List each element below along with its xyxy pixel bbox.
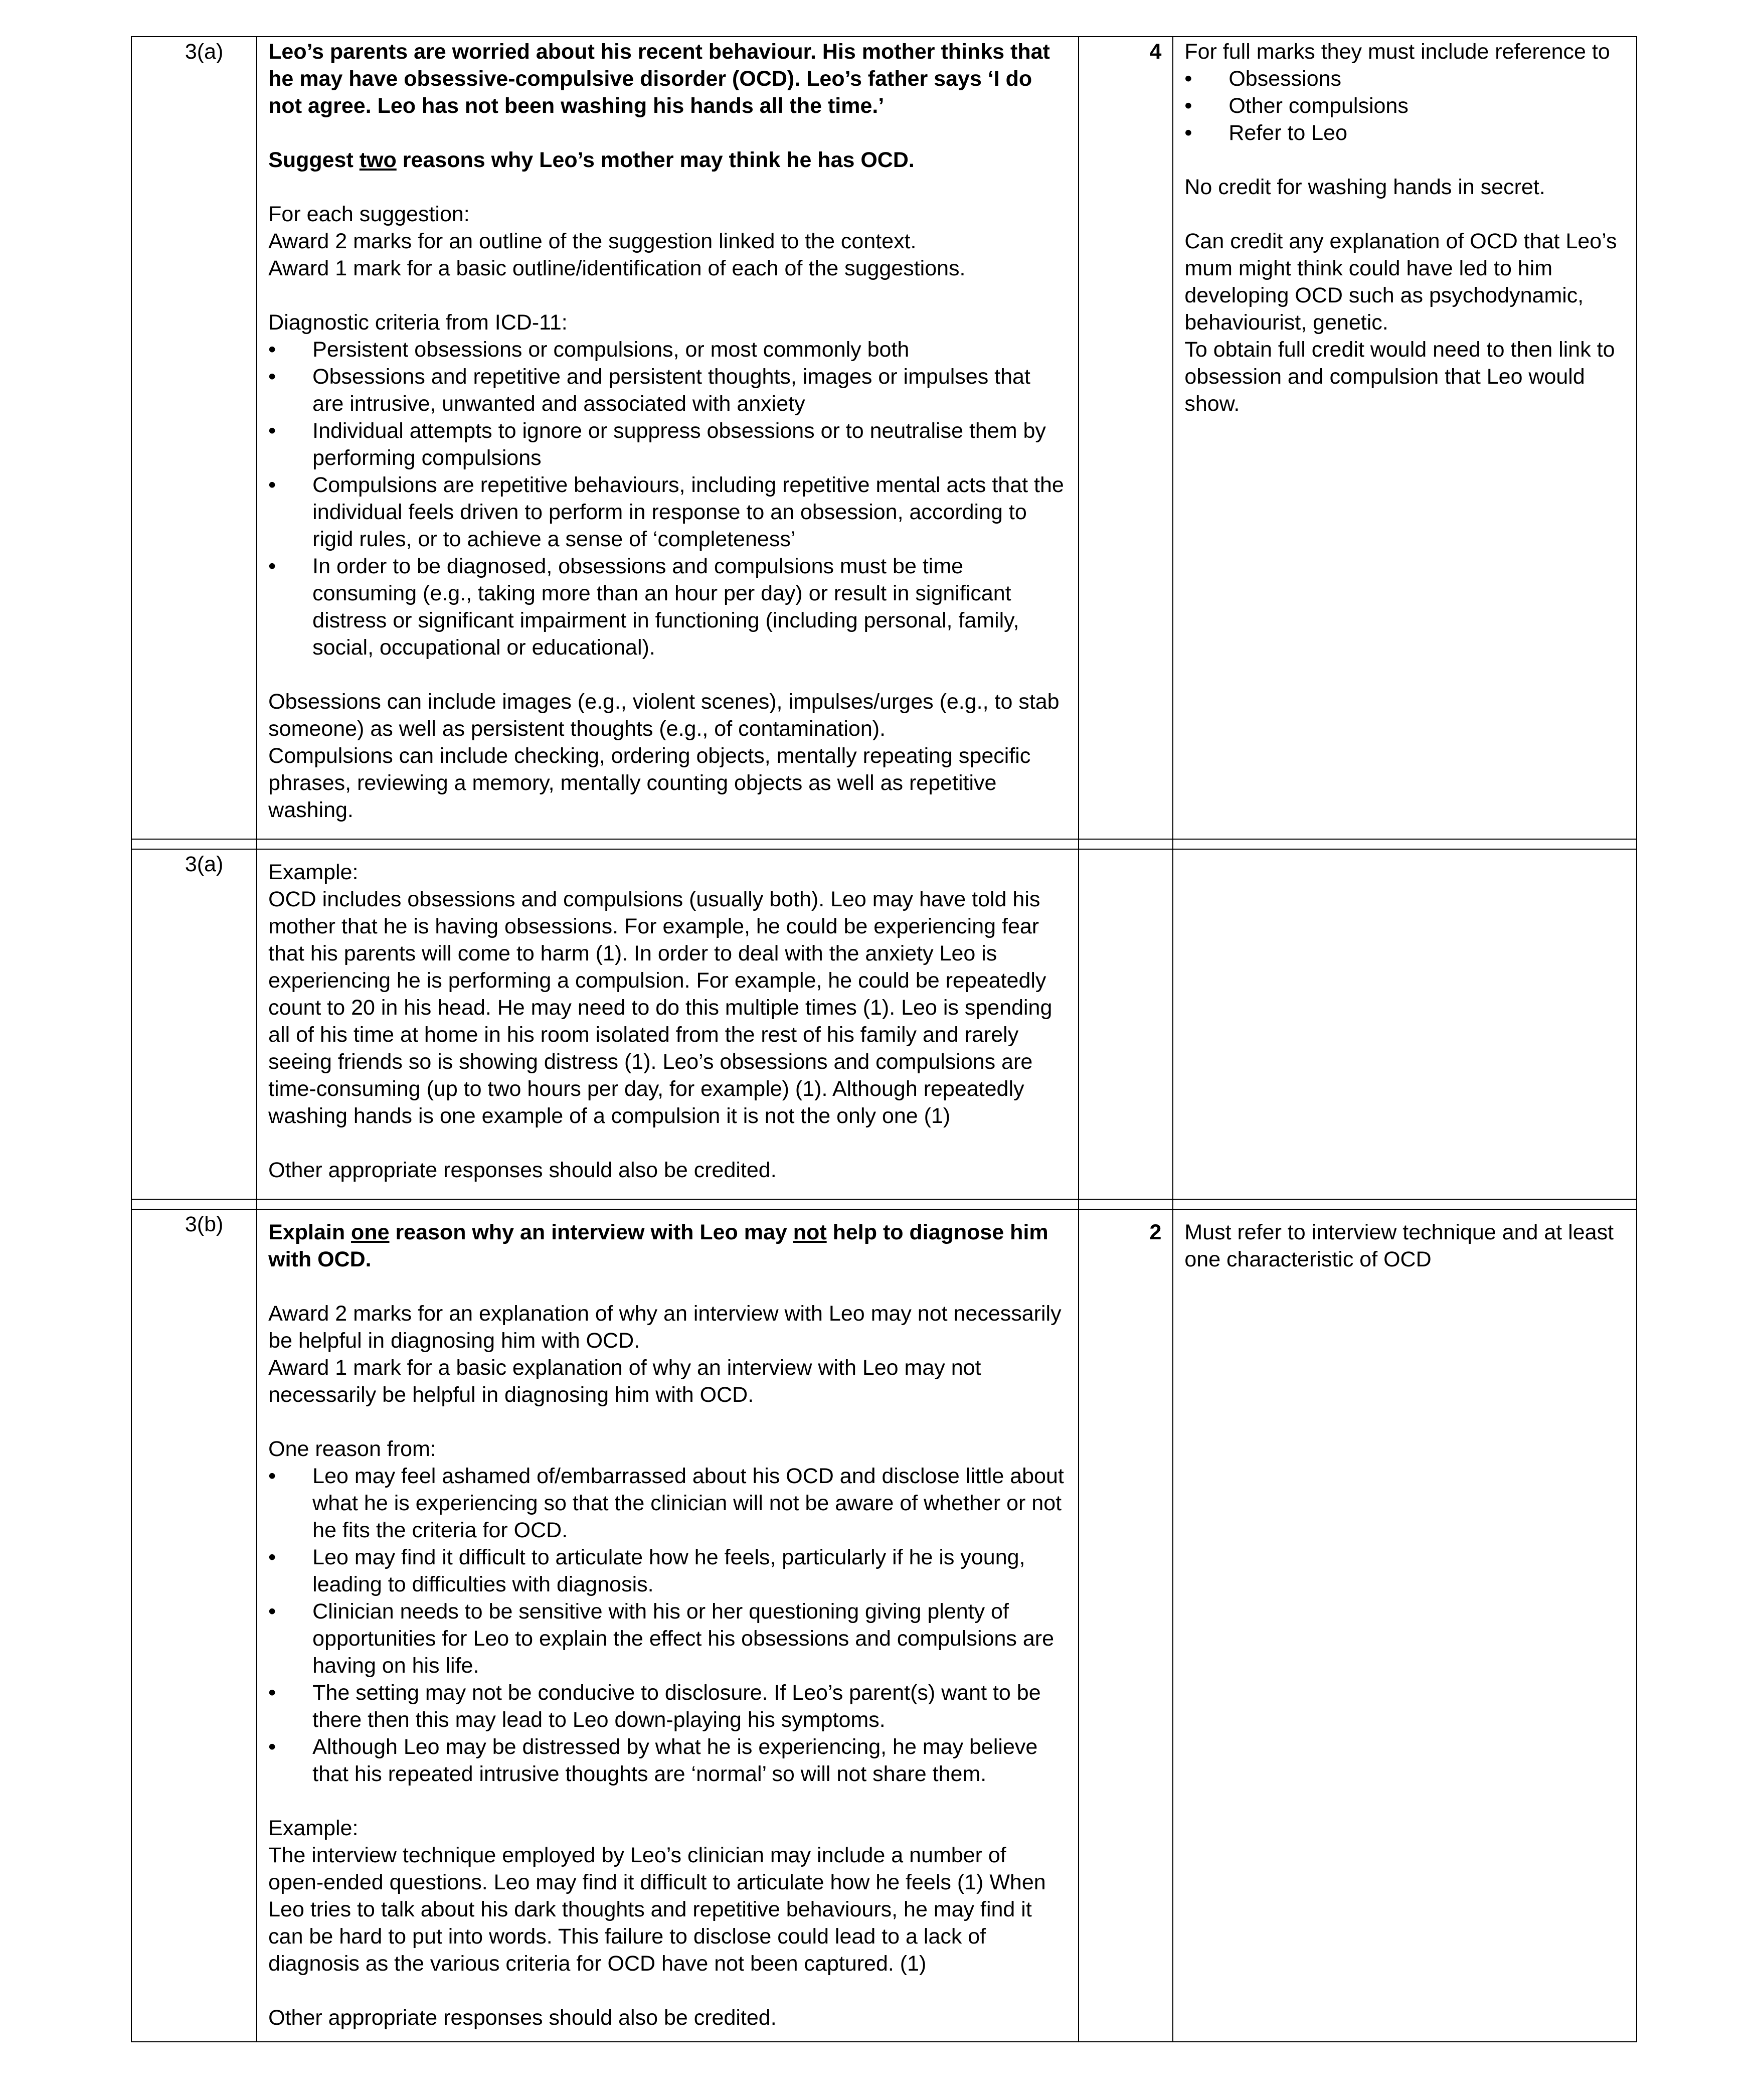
marks-cell — [1079, 849, 1173, 1199]
list-item: • Clinician needs to be sensitive with his or her questioning giving plenty of opportunities for Leo to explain the effect his obsessions and compulsions are having on his life. — [268, 1598, 1067, 1679]
marks-cell — [1079, 37, 1173, 839]
row-separator — [131, 1199, 1637, 1209]
marks-cell — [1079, 1209, 1173, 2042]
guidance-cell — [1173, 1209, 1637, 2042]
question-number-cell — [131, 849, 257, 1199]
criteria-list — [268, 336, 1067, 661]
question-number-cell — [131, 37, 257, 839]
guidance-text: No credit for washing hands in secret. — [1184, 175, 1545, 199]
guidance-cell — [1173, 849, 1637, 1199]
award-line: Award 2 marks for an outline of the suggestion linked to the context. — [268, 229, 917, 253]
question-task: Suggest two reasons why Leo’s mother may think he has OCD. — [268, 148, 915, 172]
guidance-cell — [1173, 37, 1637, 839]
closing-text: Obsessions can include images (e.g., violent scenes), impulses/urges (e.g., to stab someone) as well as persistent thoughts (e.g., of contamination). — [268, 690, 1060, 741]
list-item: • Other compulsions — [1184, 92, 1625, 119]
award-line: Award 2 marks for an explanation of why an interview with Leo may not necessarily be helpful in diagnosing him with OCD. — [268, 1302, 1062, 1353]
table-row — [131, 849, 1637, 1199]
question-number-cell — [131, 1209, 257, 2042]
answer-cell — [257, 1209, 1079, 2042]
reasons-list — [268, 1463, 1067, 1788]
award-intro: For each suggestion: — [268, 202, 470, 226]
mark-scheme-table — [131, 36, 1637, 2042]
list-item: • Although Leo may be distressed by what he is experiencing, he may believe that his repeated intrusive thoughts are ‘normal’ so will not share them. — [268, 1733, 1067, 1788]
answer-cell — [257, 849, 1079, 1199]
guidance-text: Must refer to interview technique and at least one characteristic of OCD — [1184, 1220, 1614, 1271]
guidance-text: To obtain full credit would need to then link to obsession and compulsion that Leo would show. — [1184, 338, 1615, 416]
award-line: Award 1 mark for a basic outline/identification of each of the suggestions. — [268, 256, 966, 280]
example-label: Example: — [268, 1816, 359, 1840]
list-item: • Leo may feel ashamed of/embarrassed about his OCD and disclose little about what he is experiencing so that the clinician will not be aware of whether or not he fits the criteria for OCD. — [268, 1463, 1067, 1544]
example-text: The interview technique employed by Leo’s clinician may include a number of open-ended questions. Leo may find it difficult to articulate how he feels (1) When Leo tries to talk about his dark thoughts and repetitive behaviours, he may find it can be hard to put into words. This failure to disclose could lead to a lack of diagnosis as the various criteria for OCD have not been captured. (1) — [268, 1843, 1046, 1976]
mark-scheme-page — [131, 36, 1637, 2042]
example-text: OCD includes obsessions and compulsions (usually both). Leo may have told his mother that he is having obsessions. For example, he could be experiencing fear that his parents will come to harm (1). In order to deal with the anxiety Leo is experiencing he is performing a compulsion. For example, he could be repeatedly count to 20 in his head. He may need to do this multiple times (1). Leo is spending all of his time at home in his room isolated from the rest of his family and rarely seeing friends so is showing distress (1). Leo’s obsessions and compulsions are time-consuming (up to two hours per day, for example) (1). Although repeatedly washing hands is one example of a compulsion it is not the only one (1) — [268, 887, 1052, 1128]
question-stem: Explain one reason why an interview with Leo may not help to diagnose him with OCD. — [268, 1220, 1048, 1271]
question-number: 3(a) — [185, 852, 224, 876]
list-item: • Compulsions are repetitive behaviours, including repetitive mental acts that the individual feels driven to perform in response to an obsession, according to rigid rules, or to achieve a sense of ‘completeness’ — [268, 471, 1067, 553]
closing-text: Compulsions can include checking, ordering objects, mentally repeating specific phrases, reviewing a memory, mentally counting objects as well as repetitive washing. — [268, 744, 1031, 822]
list-item: • Refer to Leo — [1184, 119, 1625, 146]
question-stem: Leo’s parents are worried about his recent behaviour. His mother thinks that he may have obsessive-compulsive disorder (OCD). Leo’s father says ‘I do not agree. Leo has not been washing his hands all the time.’ — [268, 40, 1050, 118]
other-responses-note: Other appropriate responses should also be credited. — [268, 1158, 777, 1182]
list-item: • Obsessions — [1184, 65, 1625, 92]
marks-value: 4 — [1149, 40, 1162, 64]
other-responses-note: Other appropriate responses should also be credited. — [268, 2006, 777, 2030]
list-item: • Leo may find it difficult to articulate how he feels, particularly if he is young, leading to difficulties with diagnosis. — [268, 1544, 1067, 1598]
award-line: Award 1 mark for a basic explanation of why an interview with Leo may not necessarily be helpful in diagnosing him with OCD. — [268, 1356, 981, 1407]
list-item: • Persistent obsessions or compulsions, or most commonly both — [268, 336, 1067, 363]
question-number: 3(b) — [185, 1212, 224, 1236]
list-item: • Individual attempts to ignore or suppress obsessions or to neutralise them by performing compulsions — [268, 417, 1067, 471]
list-item: • In order to be diagnosed, obsessions and compulsions must be time consuming (e.g., taking more than an hour per day) or result in significant distress or significant impairment in functioning (including personal, family, social, occupational or educational). — [268, 553, 1067, 661]
table-row — [131, 37, 1637, 839]
criteria-intro: Diagnostic criteria from ICD-11: — [268, 310, 568, 335]
reasons-intro: One reason from: — [268, 1437, 436, 1461]
guidance-list — [1184, 65, 1625, 146]
example-label: Example: — [268, 860, 359, 884]
question-number: 3(a) — [185, 40, 224, 64]
answer-cell — [257, 37, 1079, 839]
marks-value: 2 — [1149, 1220, 1162, 1244]
row-separator — [131, 839, 1637, 849]
guidance-intro: For full marks they must include reference to — [1184, 40, 1610, 64]
table-row — [131, 1209, 1637, 2042]
guidance-text: Can credit any explanation of OCD that Leo’s mum might think could have led to him developing OCD such as psychodynamic, behaviourist, genetic. — [1184, 229, 1617, 335]
list-item: • Obsessions and repetitive and persistent thoughts, images or impulses that are intrusive, unwanted and associated with anxiety — [268, 363, 1067, 417]
list-item: • The setting may not be conducive to disclosure. If Leo’s parent(s) want to be there then this may lead to Leo down-playing his symptoms. — [268, 1679, 1067, 1733]
